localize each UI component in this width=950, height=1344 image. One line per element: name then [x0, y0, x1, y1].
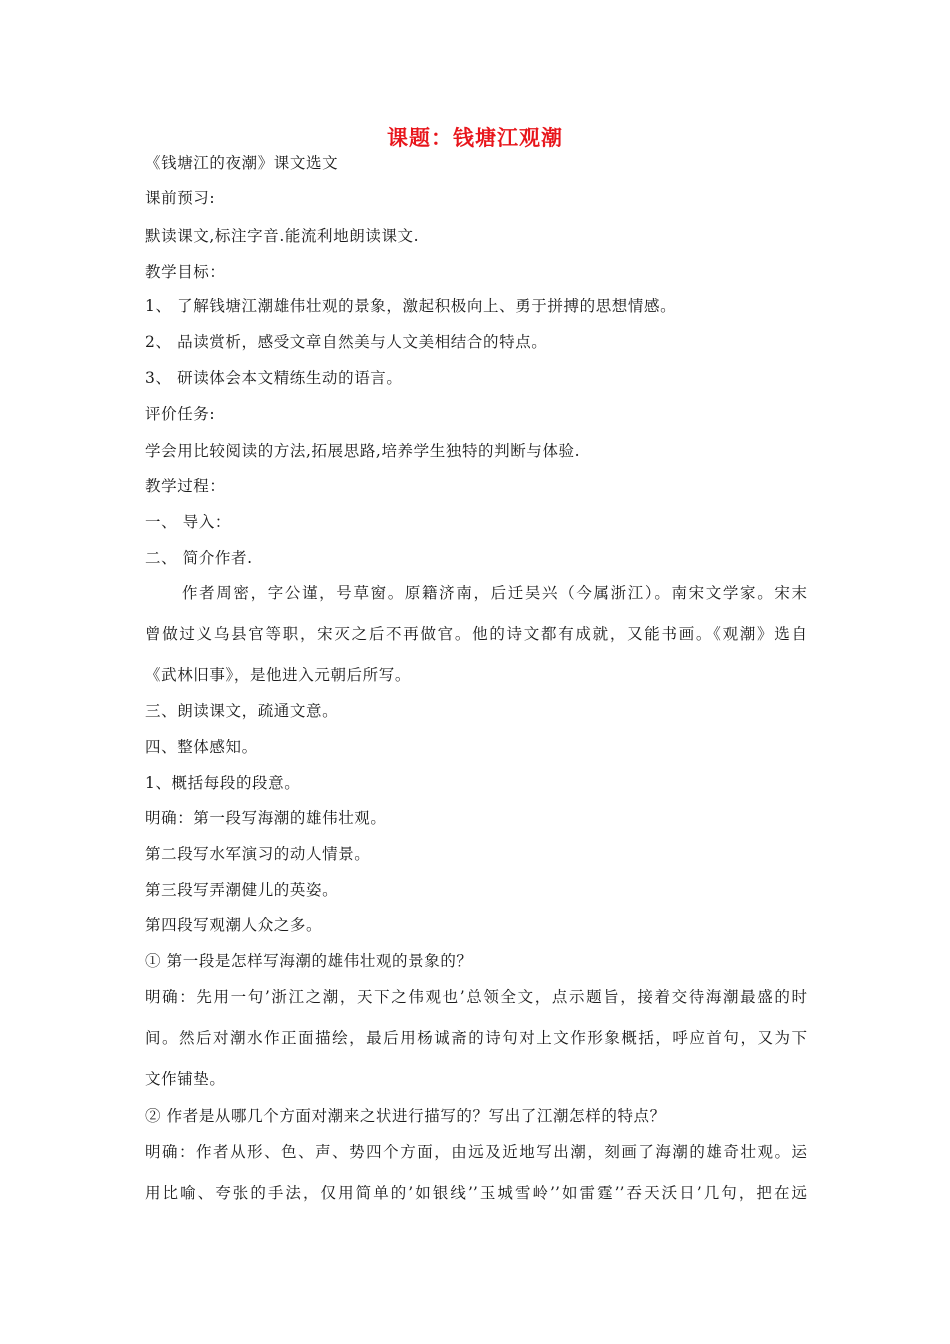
paragraph-answer-1-line-1: 明确：先用一句’浙江之潮，天下之伟观也’总领全文，点示题旨，接着交待海潮最盛的时 — [145, 988, 807, 1006]
text-line-answer-para-1: 明确：第一段写海潮的雄伟壮观。 — [145, 809, 387, 827]
text-line-answer-para-4: 第四段写观潮人众之多。 — [145, 916, 323, 934]
text-line-answer-para-2: 第二段写水军演习的动人情景。 — [145, 845, 371, 863]
text-line-question-2: ② 作者是从哪几个方面对潮来之状进行描写的？写出了江潮怎样的特点？ — [145, 1107, 666, 1125]
text-line-evaluation-content: 学会用比较阅读的方法,拓展思路,培养学生独特的判断与体验. — [145, 442, 581, 460]
text-line-step-2: 二、 简介作者. — [145, 549, 253, 567]
paragraph-author-line-2: 曾做过义乌县官等职，宋灭之后不再做官。他的诗文都有成就，又能书画。《观潮》选自 — [145, 625, 807, 643]
paragraph-answer-2-line-2: 用比喻、夸张的手法，仅用简单的’如银线’’玉城雪岭’’如雷霆’’吞天沃日’几句，把在远 — [145, 1184, 807, 1202]
paragraph-answer-2-line-1: 明确：作者从形、色、声、势四个方面，由远及近地写出潮，刻画了海潮的雄奇壮观。运 — [145, 1143, 807, 1161]
text-line-goal-1: 1、 了解钱塘江潮雄伟壮观的景象，激起积极向上、勇于拼搏的思想情感。 — [145, 297, 677, 315]
text-line-question-1: ① 第一段是怎样写海潮的雄伟壮观的景象的？ — [145, 952, 473, 970]
text-line-task-1: 1、概括每段的段意。 — [145, 774, 301, 792]
text-line-goal-3: 3、 研读体会本文精练生动的语言。 — [145, 369, 403, 387]
text-line-step-4: 四、整体感知。 — [145, 738, 258, 756]
paragraph-author-line-3: 《武林旧事》，是他进入元朝后所写。 — [145, 666, 411, 684]
page-title: 课题：钱塘江观潮 — [387, 126, 563, 150]
paragraph-author-line-1: 作者周密，字公谨，号草窗。原籍济南，后迁吴兴（今属浙江）。南宋文学家。宋末 — [182, 584, 807, 602]
text-line-evaluation-heading: 评价任务: — [145, 405, 216, 423]
text-line-preview-content: 默读课文,标注字音.能流利地朗读课文. — [145, 227, 420, 245]
text-line-preview-heading: 课前预习: — [145, 189, 216, 207]
text-line-goal-2: 2、 品读赏析，感受文章自然美与人文美相结合的特点。 — [145, 333, 548, 351]
text-line-step-1: 一、 导入： — [145, 513, 232, 531]
text-line-answer-para-3: 第三段写弄潮健儿的英姿。 — [145, 881, 339, 899]
text-line-process-heading: 教学过程： — [145, 477, 226, 495]
paragraph-answer-1-line-2: 间。然后对潮水作正面描绘，最后用杨诚斋的诗句对上文作形象概括，呼应首句，又为下 — [145, 1029, 807, 1047]
text-line-source: 《钱塘江的夜潮》课文选文 — [145, 154, 339, 172]
text-line-step-3: 三、朗读课文，疏通文意。 — [145, 702, 339, 720]
paragraph-answer-1-line-3: 文作铺垫。 — [145, 1070, 226, 1088]
text-line-goals-heading: 教学目标： — [145, 263, 226, 281]
